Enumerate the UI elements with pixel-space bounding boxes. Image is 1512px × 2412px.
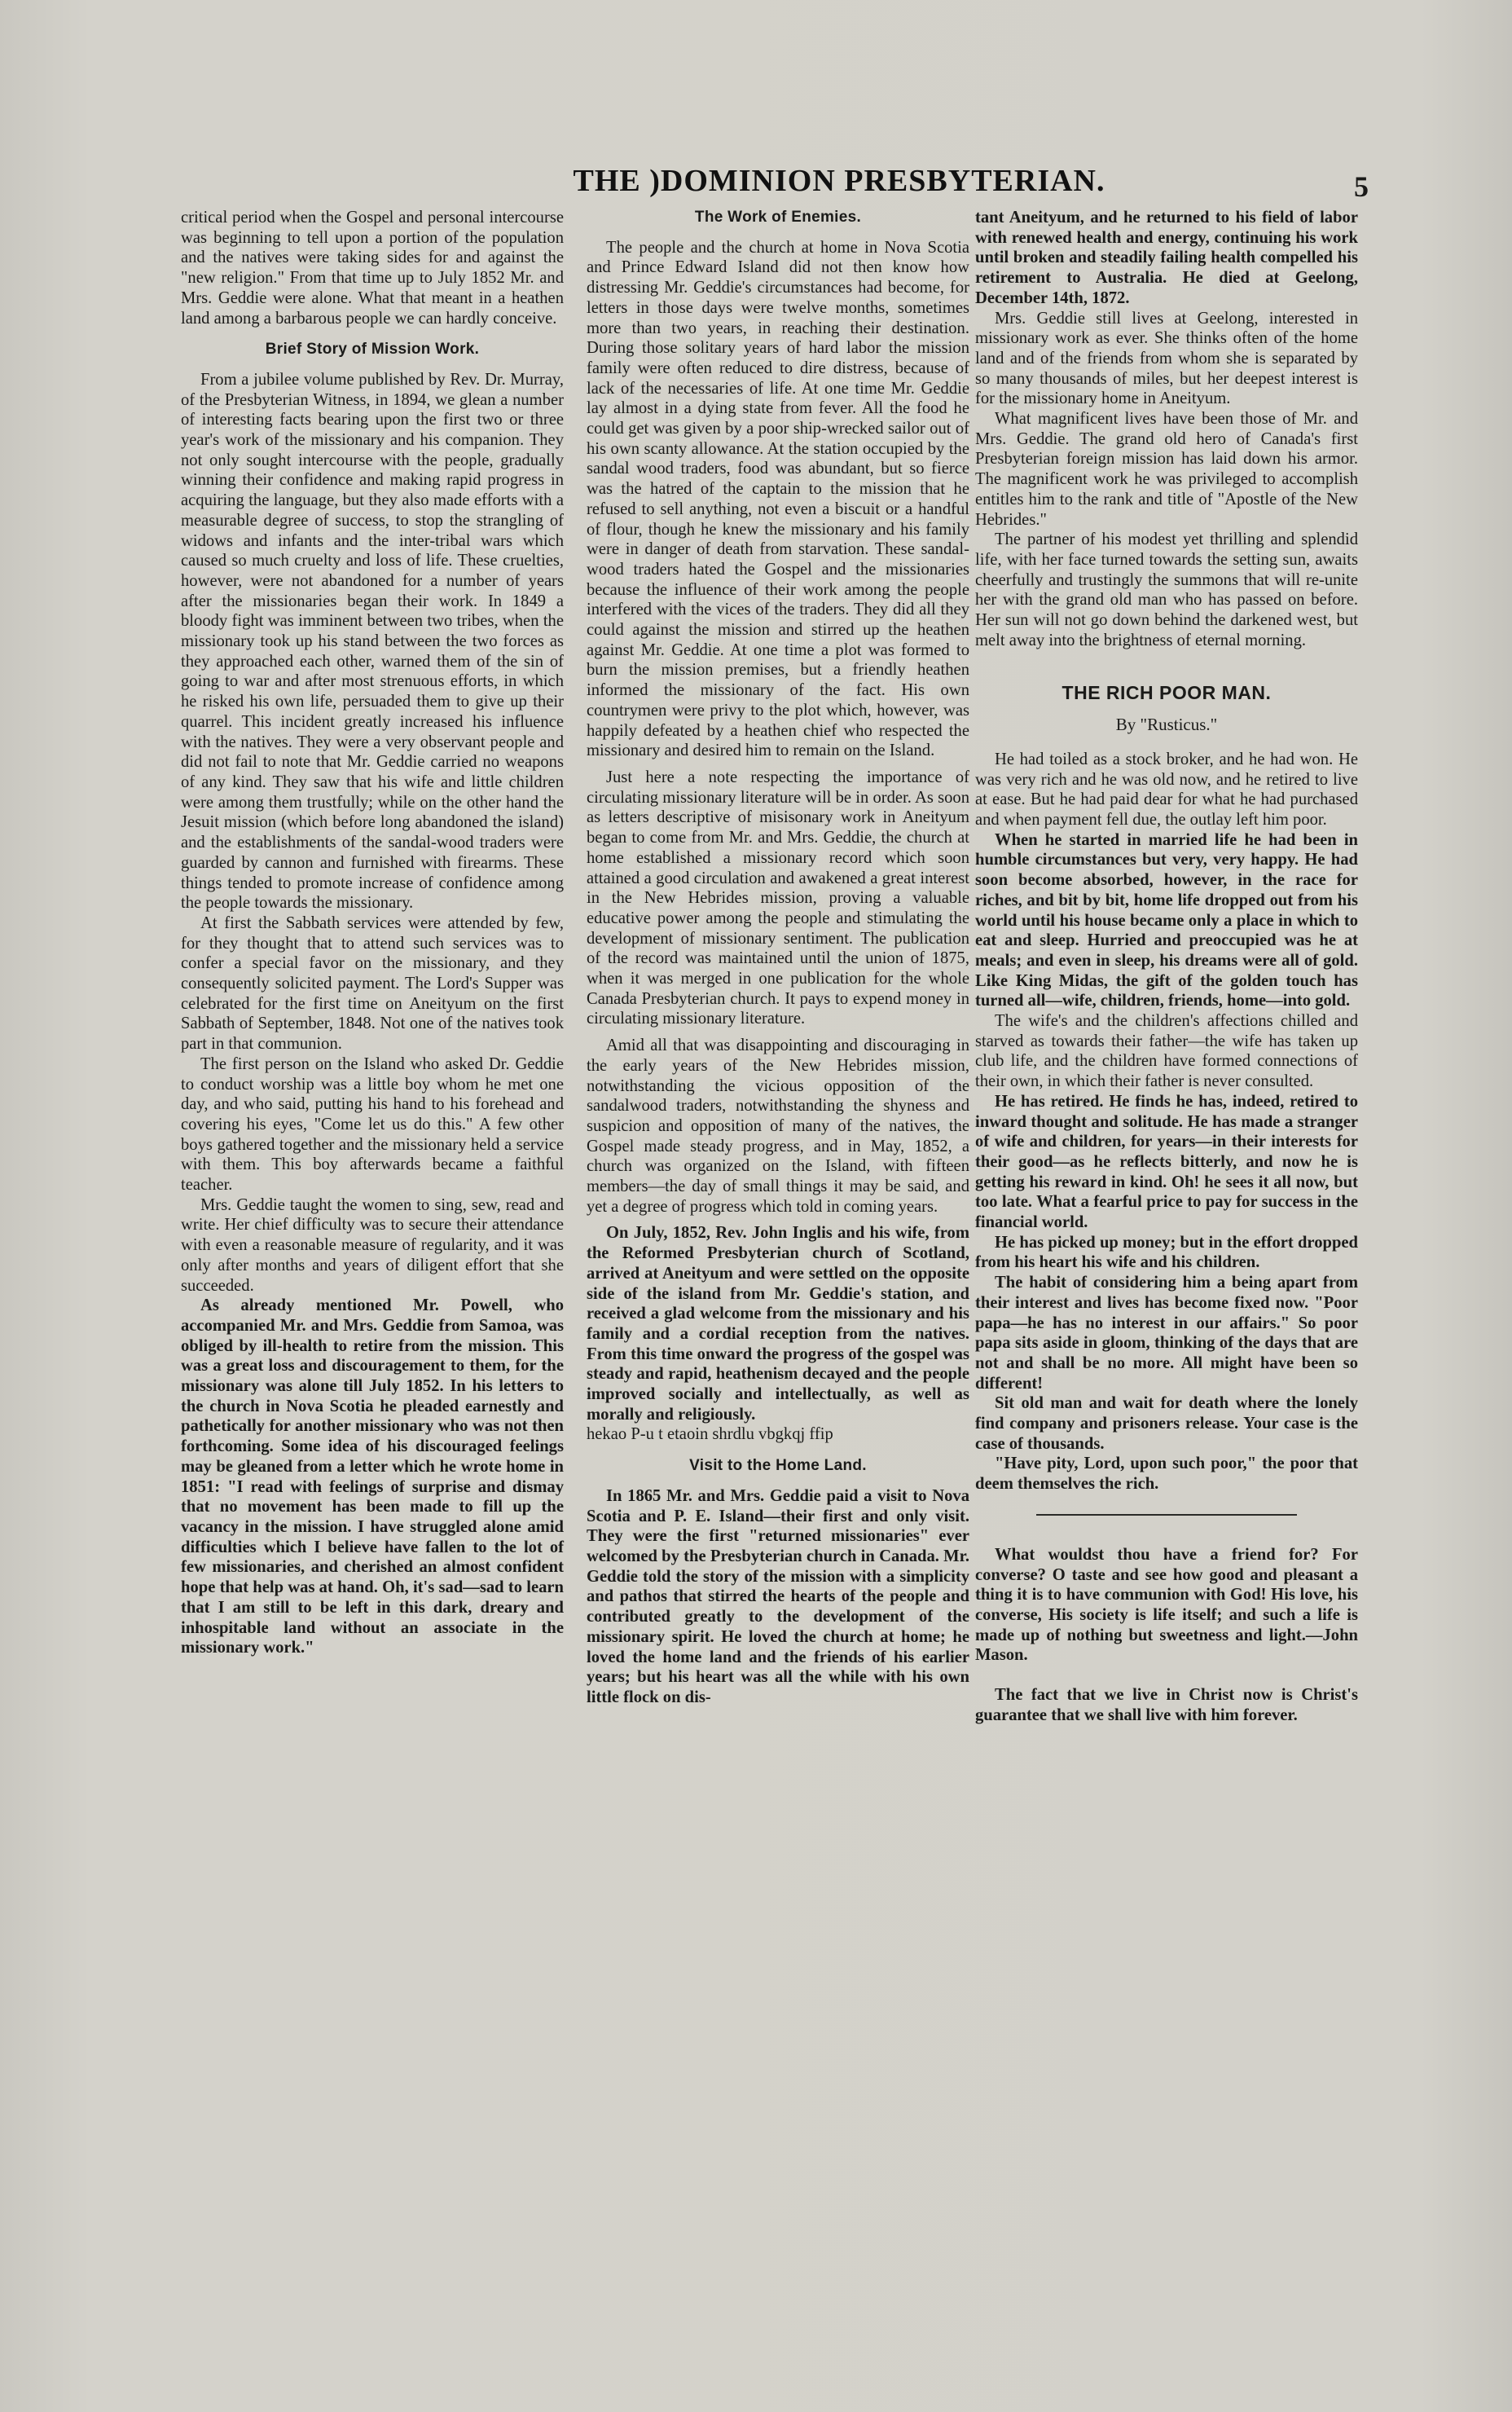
column-middle [587, 208, 969, 1708]
printer-filler-line: hekao P-u t etaoin shrdlu vbgkqj ffip [587, 1425, 833, 1444]
section-heading-visit-home-land: Visit to the Home Land. [689, 1457, 867, 1475]
article-paragraph: He has picked up money; but in the effort dropped from his heart his wife and his children. [975, 1233, 1358, 1272]
article-paragraph: What magnificent lives have been those of Mr. and Mrs. Geddie. The grand old hero of Canada's first Presbyterian foreign mission has laid down his armor. The magnificent work he was privileged to accomplish entitles him to the rank and title of "Apostle of the New Hebrides." [975, 410, 1358, 529]
article-paragraph: From a jubilee volume published by Rev. Dr. Murray, of the Presbyterian Witness, in 1894, we glean a number of interesting facts bearing upon the first two or three year's work of the missionary and his companion. They not only sought intercourse with the people, gradually winning their confidence and making rapid progress in acquiring the language, but they also made efforts with a measurable degree of success, to stop the strangling of widows and infants and the inter-tribal wars which caused so much cruelty and loss of life. These cruelties, however, were not abandoned for a number of years after the missionaries began their work. In 1849 a bloody fight was imminent between two tribes, when the missionary took up his stand between the two forces as they approached each other, warned them of the sin of going to war and after most strenuous efforts, in which he risked his own life, persuaded them to give up their quarrel. This incident greatly increased his influence with the natives. They were a very observant people and did not fail to note that Mr. Geddie carried no weapons of any kind. They saw that his wife and little children were among them trustfully; while on the other hand the Jesuit mission (which before long abandoned the island) and the establishments of the sandal-wood traders were guarded by cannon and furnished with firearms. These things tended to promote increase of confidence among the people towards the missionary. [181, 370, 564, 913]
article-paragraph: At first the Sabbath services were attended by few, for they thought that to attend such services was to confer a special favor on the missionary, and they consequently solicited payment. The Lord's Supper was celebrated for the first time on Aneityum on the first Sabbath of September, 1848. Not one of the natives took part in that communion. [181, 913, 564, 1054]
article-paragraph: "Have pity, Lord, upon such poor," the poor that deem themselves the rich. [975, 1455, 1358, 1494]
closing-paragraph: The fact that we live in Christ now is Christ's guarantee that we shall live with him forever. [975, 1686, 1358, 1724]
quote-paragraph: What wouldst thou have a friend for? For converse? O taste and see how good and pleasant a thing it is to have communion with God! His love, his converse, His society is life itself; and such a life is made up of nothing but sweetness and light.—John Mason. [975, 1545, 1358, 1665]
article-paragraph: In 1865 Mr. and Mrs. Geddie paid a visit to Nova Scotia and P. E. Island—their first and only visit. They were the first "returned missionaries" ever welcomed by the Presbyterian church in Canada. Mr. Geddie told the story of the mission with a simplicity and pathos that stirred the hearts of the people and contributed greatly to the development of the missionary spirit. He loved the church at home; he loved the home land and the friends of his earlier years; but his heart was all the while with his own little flock on dis- [587, 1486, 969, 1706]
article-paragraph: Sit old man and wait for death where the lonely find company and prisoners release. Your case is the case of thousands. [975, 1394, 1358, 1453]
section-heading-work-of-enemies: The Work of Enemies. [694, 209, 862, 226]
article-paragraph: He had toiled as a stock broker, and he had won. He was very rich and he was old now, and he retired to live at ease. But he had paid dear for what he had purchased and when payment fell due, the outlay left him poor. [975, 750, 1358, 829]
article-paragraph: tant Aneityum, and he returned to his field of labor with renewed health and energy, continuing his work until broken and steadily failing health compelled his retirement to Australia. He died at Geelong, December 14th, 1872. [975, 209, 1358, 307]
article-paragraph: critical period when the Gospel and personal intercourse was beginning to tell upon a portion of the population and the natives were taking sides for and against the "new religion." From that time up to July 1852 Mr. and Mrs. Geddie were alone. What that meant in a heathen land among a barbarous people we can hardly conceive. [181, 209, 564, 328]
article-paragraph: Just here a note respecting the importance of circulating missionary literature will be in order. As soon as letters descriptive of misisonary work in Aneityum began to come from Mr. and Mrs. Geddie, the church at home established a missionary record which soon attained a good circulation and awakened a great interest in the New Hebrides mission, proving a valuable educative power among the people and stimulating the development of missionary sentiment. The publication of the record was maintained until the union of 1875, when it was merged in one publication for the whole Canada Presbyterian church. It pays to expend money in circulating missionary literature. [587, 768, 969, 1028]
article-paragraph: On July, 1852, Rev. John Inglis and his wife, from the Reformed Presbyterian church of Scotland, arrived at Aneityum and were settled on the opposite side of the island from Mr. Geddie's station, and received a glad welcome from the missionary and his family and a cordial reception from the natives. From this time onward the progress of the gospel was steady and rapid, heathenism decayed and the people improved socially and intellectually, as well as morally and religiously. [587, 1224, 969, 1424]
section-heading-brief-story: Brief Story of Mission Work. [265, 341, 480, 359]
column-left [181, 208, 564, 1658]
article-paragraph: The people and the church at home in Nova Scotia and Prince Edward Island did not then know how distressing Mr. Geddie's circumstances had become, for letters in those days were twelve months, sometimes more than two years, in reaching their destination. During those solitary years of hard labor the mission family were often reduced to dire distress, because of lack of the necessaries of life. At one time Mr. Geddie lay almost in a dying state from fever. All the food he could get was given by a poor ship-wrecked sailor out of his own scanty allowance. At the station occupied by the sandal wood traders, food was abundant, but so fierce was the hatred of the captain to the mission that he refused to sell anything, not even a biscuit or a handful of flour, though he knew the missionary and his family were in danger of death from starvation. These sandal-wood traders hated the Gospel and the missionaries because the influence of their work among the people interfered with the vices of the traders. They did all they could against the mission and stirred up the heathen against Mr. Geddie. At one time a plot was formed to burn the mission premises, but a friendly heathen informed the missionary of the fact. His own countrymen were privy to the plot which, however, was happily defeated by a heathen chief who respected the missionary and desired him to remain on the Island. [587, 238, 969, 760]
article-paragraph: He has retired. He finds he has, indeed, retired to inward thought and solitude. He has made a stranger of wife and children, for years—in their interests for their good—as he reflects bitterly, and now he is getting his reward in kind. Oh! he sees it all now, but too late. What a fearful price to pay for success in the financial world. [975, 1092, 1358, 1232]
page-header [163, 163, 1369, 212]
masthead: THE )DOMINION PRESBYTERIAN. [573, 164, 1105, 198]
article-paragraph: As already mentioned Mr. Powell, who accompanied Mr. and Mrs. Geddie from Samoa, was obliged by ill-health to retire from the mission. This was a great loss and discouragement to them, for the missionary was alone till July 1852. In his letters to the church in Nova Scotia he pleaded earnestly and pathetically for another missionary who was not then forthcoming. Some idea of his discouraged feelings may be gleaned from a letter which he wrote home in 1851: "I read with feelings of surprise and dismay that no movement has been made to fill up the vacancy in the mission. I have struggled alone amid difficulties which I believe have fallen to the lot of few missionaries, and cherished an almost confident hope that help was at hand. Oh, it's sad—sad to learn that I am still to be left in this dark, dreary and inhospitable land without an associate in the missionary work." [181, 1296, 564, 1657]
article-paragraph: When he started in married life he had been in humble circumstances but very, very happy. He had soon become absorbed, however, in the race for riches, and bit by bit, home life dropped out from his world until his house became only a place in which to eat and sleep. Hurried and preoccupied was he at meals; and even in sleep, his dreams were all of gold. Like King Midas, the gift of the golden touch has turned all—wife, children, friends, home—into gold. [975, 830, 1358, 1010]
article-paragraph: Amid all that was disappointing and discouraging in the early years of the New Hebrides mission, notwithstanding the vicious opposition of the sandalwood traders, notwithstanding the shyness and suspicion and opposition of many of the natives, the Gospel made steady progress, and in May, 1852, a church was organized on the Island, with fifteen members—the day of small things it may be said, and yet a degree of progress which told in coming years. [587, 1037, 969, 1216]
article-paragraph: The first person on the Island who asked Dr. Geddie to conduct worship was a little boy whom he met one day, and who said, putting his hand to his forehead and covering his eyes, "Come let us do this." A few other boys gathered together and the missionary held a service with them. This boy afterwards became a faithful teacher. [181, 1054, 564, 1195]
article-paragraph: The wife's and the children's affections chilled and starved as towards their father—the wife has taken up club life, and the children have formed connections of their own, in which their father is never consulted. [975, 1012, 1358, 1091]
column-right [975, 208, 1358, 1726]
article-paragraph: The habit of considering him a being apart from their interest and lives has become fixed now. "Poor papa—he has no interest in our affairs." So poor papa sits aside in gloom, thinking of the days that are not and shall be no more. All might have been so different! [975, 1274, 1358, 1393]
article-paragraph: Mrs. Geddie still lives at Geelong, interested in missionary work as ever. She thinks often of the home land and of the friends from whom she is separated by so many thousands of miles, but her deepest interest is for the missionary home in Aneityum. [975, 309, 1358, 408]
article-paragraph: The partner of his modest yet thrilling and splendid life, with her face turned towards the setting sun, awaits cheerfully and trustingly the summons that will re-unite her with the grand old man who has passed on before. Her sun will not go down behind the darkened west, but melt away into the brightness of eternal morning. [975, 530, 1358, 649]
article-byline: By "Rusticus." [1115, 715, 1218, 735]
page-number: 5 [1354, 170, 1369, 203]
section-divider [1036, 1514, 1297, 1516]
article-title-rich-poor-man: THE RICH POOR MAN. [1061, 682, 1272, 704]
article-paragraph: Mrs. Geddie taught the women to sing, sew, read and write. Her chief difficulty was to secure their attendance with even a reasonable measure of regularity, and it was only after months and years of diligent effort that she succeeded. [181, 1195, 564, 1295]
